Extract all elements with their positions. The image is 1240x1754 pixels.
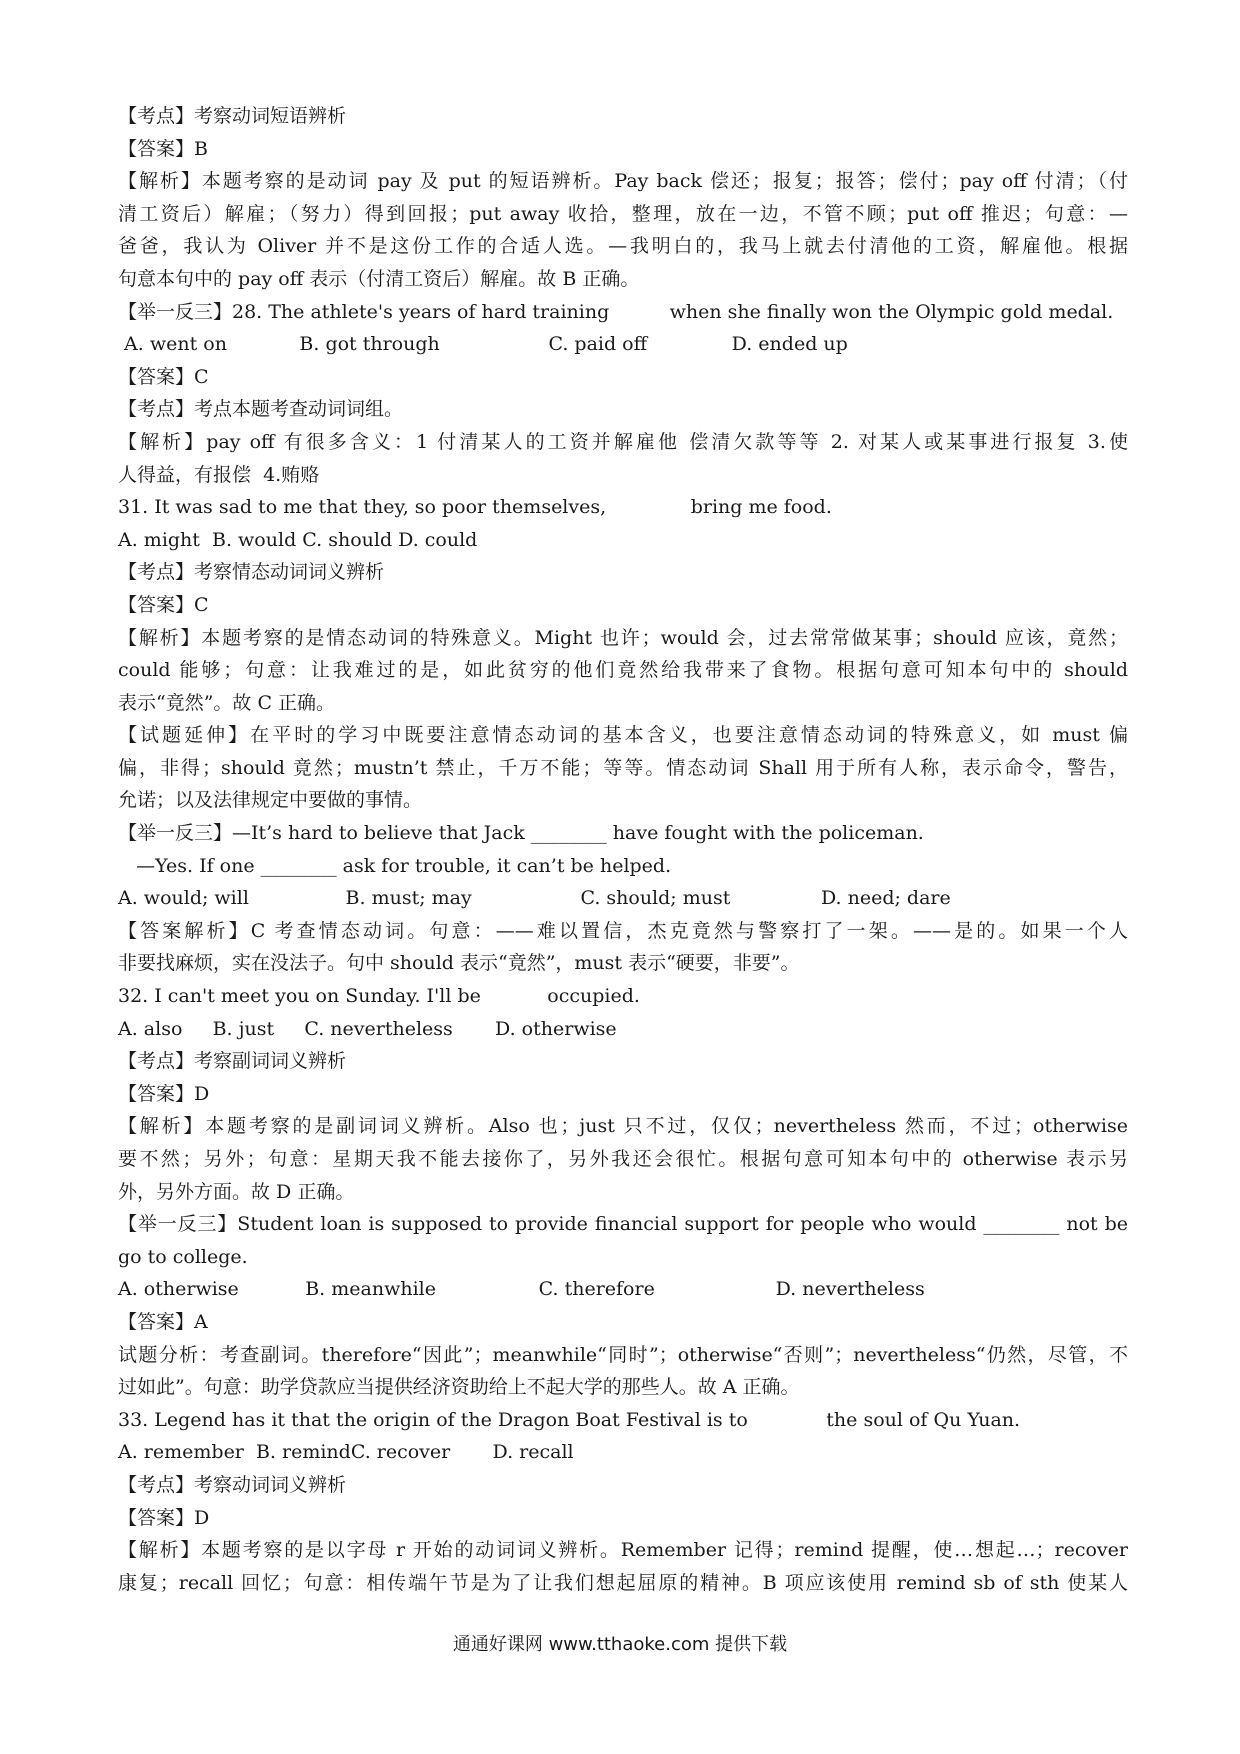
text-line: 康复；recall 回忆；句意：相传端午节是为了让我们想起屈原的精神。B 项应该使用 remind sb of sth 使某人 bbox=[118, 1571, 1128, 1594]
text-line: 要不然；另外；句意：星期天我不能去接你了，另外我还会很忙。根据句意可知本句中的 otherwise 表示另 bbox=[118, 1148, 1128, 1170]
text-line: 【考点】考察动词短语辨析 bbox=[118, 105, 347, 127]
text-line: A. otherwise B. meanwhile C. therefore D. nevertheless bbox=[118, 1278, 925, 1301]
text-line: 【解析】本题考察的是副词词义辨析。Also 也；just 只不过，仅仅；nevertheless 然而，不过；otherwise bbox=[118, 1115, 1128, 1138]
text-line: 【解析】本题考察的是情态动词的特殊意义。Might 也许；would 会，过去常常做某事；should 应该，竟然； bbox=[118, 626, 1128, 649]
text-line: 【考点】考察动词词义辨析 bbox=[118, 1473, 347, 1496]
text-line: go to college. bbox=[118, 1245, 248, 1268]
text-line: A. remember B. remindC. recover D. recall bbox=[118, 1441, 574, 1464]
text-line: 过如此”。句意：助学贷款应当提供经济资助给上不起大学的那些人。故 A 正确。 bbox=[118, 1376, 800, 1399]
text-line: 【举一反三】28. The athlete's years of hard training when she finally won the Olympic gold medal. bbox=[118, 300, 1114, 323]
text-line: 【答案解析】C 考查情态动词。句意：——难以置信，杰克竟然与警察打了一架。——是的。如果一个人 bbox=[118, 919, 1128, 942]
text-line: 33. Legend has it that the origin of the Dragon Boat Festival is to the soul of Qu Yuan. bbox=[118, 1408, 1021, 1431]
text-line: A. would; will B. must; may C. should; must D. need; dare bbox=[118, 887, 951, 910]
text-line: 【试题延伸】在平时的学习中既要注意情态动词的基本含义，也要注意情态动词的特殊意义，如 must 偏 bbox=[118, 724, 1128, 747]
text-line: 表示“竟然”。故 C 正确。 bbox=[118, 691, 336, 714]
text-line: 允诺；以及法律规定中要做的事情。 bbox=[118, 789, 423, 812]
text-line: 【答案】B bbox=[118, 137, 208, 160]
text-line: A. also B. just C. nevertheless D. otherwise bbox=[118, 1017, 617, 1040]
text-line: 非要找麻烦，实在没法子。句中 should 表示“竟然”，must 表示“硬要，非要”。 bbox=[118, 952, 800, 975]
text-line: 爸爸，我认为 Oliver 并不是这份工作的合适人选。—我明白的，我马上就去付清他的工资，解雇他。根据 bbox=[118, 235, 1128, 258]
text-line: 【答案】D bbox=[118, 1082, 210, 1105]
page-footer: 通通好课网 www.tthaoke.com 提供下载 bbox=[452, 1634, 788, 1655]
text-line: 人得益，有报偿 4.贿赂 bbox=[118, 463, 320, 486]
text-line: A. went on B. got through C. paid off D. ended up bbox=[118, 333, 848, 356]
text-line: 【考点】考察副词词义辨析 bbox=[118, 1050, 347, 1073]
text-line: 句意本句中的 pay off 表示（付清工资后）解雇。故 B 正确。 bbox=[118, 267, 640, 290]
text-line: 【答案】D bbox=[118, 1506, 210, 1529]
text-line: 31. It was sad to me that they, so poor themselves, bring me food. bbox=[118, 496, 832, 519]
text-line: 偏，非得；should 竟然；mustn’t 禁止，千万不能；等等。情态动词 Shall 用于所有人称，表示命令，警告， bbox=[118, 756, 1128, 779]
text-line: A. might B. would C. should D. could bbox=[118, 528, 478, 551]
text-line: 【解析】本题考察的是以字母 r 开始的动词词义辨析。Remember 记得；remind 提醒，使…想起…；recover bbox=[118, 1539, 1128, 1562]
text-line: 清工资后）解雇；（努力）得到回报；put away 收拾，整理，放在一边，不管不顾；put off 推迟；句意：— bbox=[118, 202, 1128, 225]
text-line: 【考点】考点本题考查动词词组。 bbox=[118, 398, 404, 421]
text-line: could 能够；句意：让我难过的是，如此贫穷的他们竟然给我带来了食物。根据句意可知本句中的 should bbox=[118, 659, 1128, 682]
text-line: 【举一反三】Student loan is supposed to provide financial support for people who would ________ not be bbox=[118, 1213, 1128, 1236]
text-line: 外，另外方面。故 D 正确。 bbox=[118, 1180, 355, 1203]
document-body bbox=[118, 100, 1128, 1599]
text-line: —Yes. If one ________ ask for trouble, it can’t be helped. bbox=[118, 854, 672, 877]
text-line: 【答案】C bbox=[118, 593, 209, 616]
text-line: 【考点】考察情态动词词义辨析 bbox=[118, 561, 385, 584]
text-line: 【答案】C bbox=[118, 365, 209, 388]
text-line: 32. I can't meet you on Sunday. I'll be occupied. bbox=[118, 985, 640, 1008]
text-line: 【答案】A bbox=[118, 1310, 208, 1333]
text-line: 【解析】pay off 有很多含义：1 付清某人的工资并解雇他 偿清欠款等等 2. 对某人或某事进行报复 3.使 bbox=[118, 430, 1128, 453]
text-line: 试题分析：考查副词。therefore“因此”；meanwhile“同时”；otherwise“否则”；nevertheless“仍然，尽管，不 bbox=[118, 1343, 1128, 1366]
text-line: 【解析】本题考察的是动词 pay 及 put 的短语辨析。Pay back 偿还；报复；报答；偿付；pay off 付清；（付 bbox=[118, 170, 1128, 193]
text-line: 【举一反三】—It’s hard to believe that Jack ________ have fought with the policeman. bbox=[118, 822, 924, 845]
